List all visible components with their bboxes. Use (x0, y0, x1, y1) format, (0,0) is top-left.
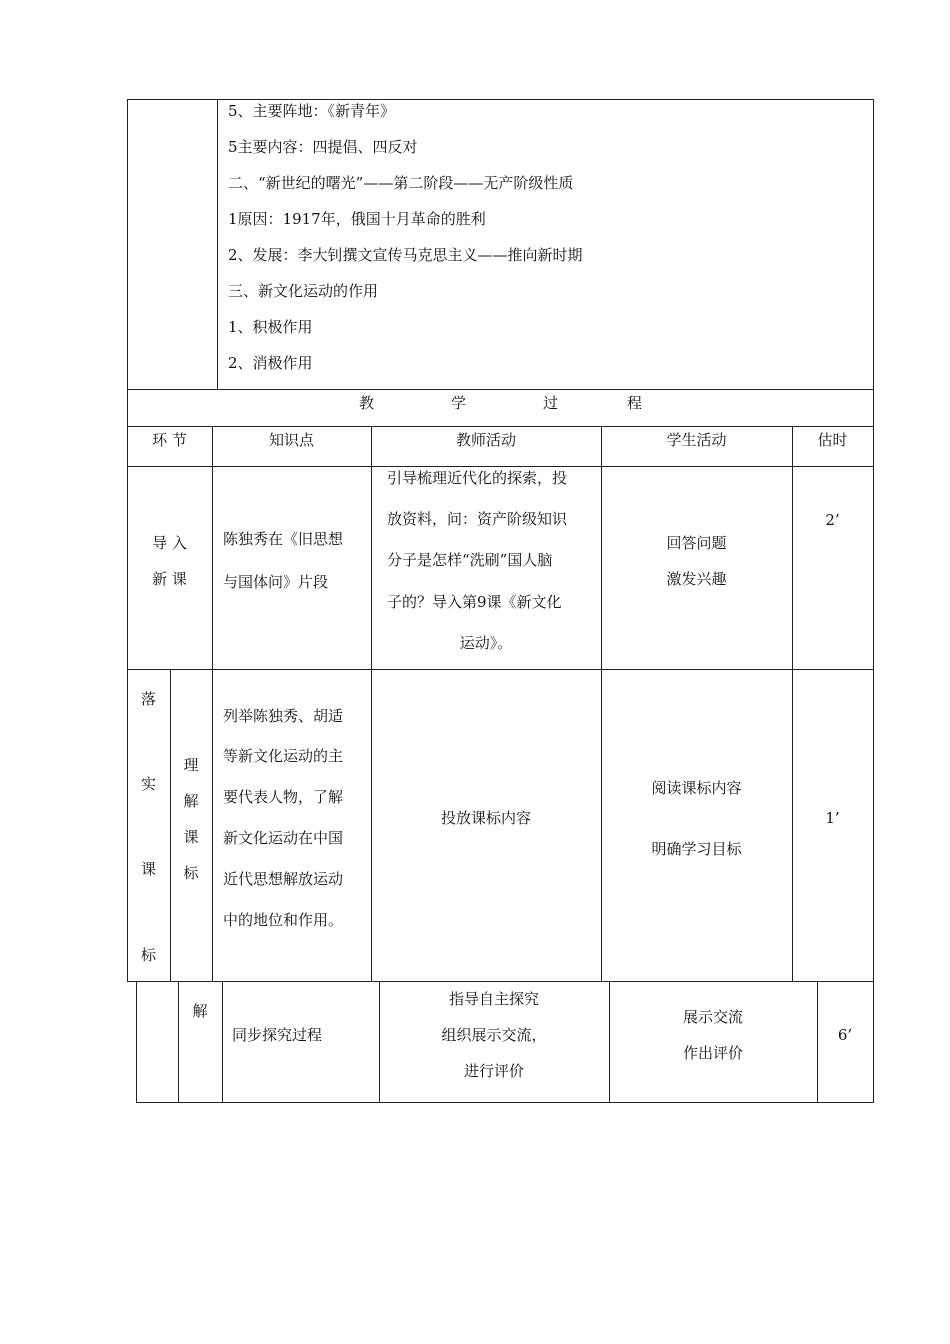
teacher-activity: 子的？导入第9课《新文化 (387, 593, 562, 611)
time-estimate: 6’ (837, 1026, 853, 1044)
teacher-activity: 指导自主探究 (448, 990, 539, 1008)
teacher-activity: 进行评价 (463, 1062, 524, 1080)
outline-line: 5、主要阵地：《新青年》 (228, 102, 396, 120)
knowledge-text: 陈独秀在《旧思想 (223, 530, 344, 548)
knowledge-text: 与国体问》片段 (223, 573, 329, 591)
header-student: 学生活动 (666, 431, 727, 449)
teacher-activity: 放资料，问：资产阶级知识 (387, 510, 568, 528)
teacher-activity: 投放课标内容 (440, 809, 531, 827)
student-activity: 展示交流 (682, 1008, 743, 1026)
header-segment: 环 节 (152, 431, 187, 449)
process-title-char: 学 (451, 394, 467, 412)
segment-label: 新 课 (152, 570, 187, 588)
segment-outer-char: 课 (140, 860, 156, 878)
process-title-char: 教 (359, 394, 375, 412)
knowledge-text: 近代思想解放运动 (223, 870, 344, 888)
segment-inner-char: 理 (183, 756, 199, 774)
segment-inner-char: 课 (183, 828, 199, 846)
segment-outer-char: 标 (140, 946, 156, 964)
outline-line: 1原因：1917年，俄国十月革命的胜利 (228, 210, 486, 228)
teacher-activity: 运动》。 (459, 634, 513, 652)
teacher-activity: 组织展示交流， (441, 1026, 547, 1044)
segment-outer-char: 实 (140, 775, 156, 793)
process-title-char: 程 (627, 394, 643, 412)
segment-inner-char: 解 (192, 1002, 208, 1020)
time-estimate: 2’ (825, 511, 840, 529)
outline-line: 5主要内容：四提倡、四反对 (228, 138, 418, 156)
segment-label: 导 入 (152, 534, 187, 552)
knowledge-text: 列举陈独秀、胡适 (223, 707, 344, 725)
time-estimate: 1’ (825, 809, 840, 827)
student-activity: 回答问题 (666, 534, 727, 552)
knowledge-text: 要代表人物，了解 (223, 788, 344, 806)
outline-line: 二、“新世纪的曙光”——第二阶段——无产阶级性质 (228, 174, 574, 192)
outline-line: 2、发展：李大钊撰文宣传马克思主义——推向新时期 (228, 246, 583, 264)
header-teacher: 教师活动 (455, 431, 516, 449)
knowledge-text: 新文化运动在中国 (223, 829, 344, 847)
teacher-activity: 分子是怎样“洗刷”国人脑 (387, 551, 553, 569)
segment-inner-char: 标 (183, 864, 199, 882)
student-activity: 阅读课标内容 (651, 779, 742, 797)
teacher-activity: 引导梳理近代化的探索，投 (387, 469, 568, 487)
student-activity: 激发兴趣 (666, 570, 727, 588)
student-activity: 作出评价 (682, 1044, 743, 1062)
segment-outer-char: 落 (140, 690, 156, 708)
student-activity: 明确学习目标 (651, 840, 742, 858)
header-time: 估时 (817, 431, 848, 449)
process-title-char: 过 (543, 394, 559, 412)
outline-line: 1、积极作用 (228, 318, 313, 336)
knowledge-text: 同步探究过程 (232, 1026, 323, 1044)
knowledge-text: 等新文化运动的主 (223, 747, 344, 765)
segment-inner-char: 解 (183, 792, 199, 810)
outline-line: 三、新文化运动的作用 (228, 282, 379, 300)
header-knowledge: 知识点 (268, 431, 314, 449)
outline-line: 2、消极作用 (228, 354, 313, 372)
knowledge-text: 中的地位和作用。 (223, 911, 344, 929)
